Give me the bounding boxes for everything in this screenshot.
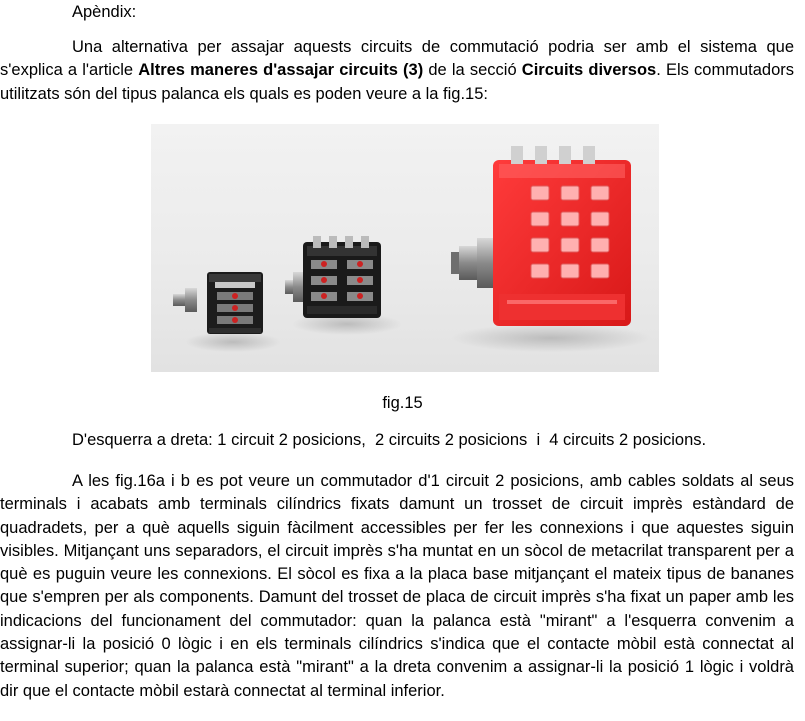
small-toggle-switch	[173, 272, 281, 352]
toggle-switches-photo	[151, 124, 659, 372]
figure-caption: fig.15	[382, 394, 423, 412]
intro-text-before: Una alternativa per assajar aquests circuits de commutació podria ser amb el sistema que s'explica a l'article	[0, 38, 794, 80]
toggle-switches-illustration	[151, 124, 659, 372]
intro-text-middle: de la secció	[423, 61, 522, 80]
section-title: Circuits diversos	[521, 61, 657, 80]
medium-toggle-switch	[285, 236, 402, 335]
appendix-heading: Apèndix:	[72, 3, 137, 21]
intro-text-after: . Els commutadors utilitzats són del tipus palanca els quals es poden veure a la fig.15:	[0, 61, 794, 103]
body-paragraph: A les fig.16a i b es pot veure un commutador d'1 circuit 2 posicions, amb cables soldats al seus terminals i acabats amb terminals cilíndrics fixats damunt un trosset de circuit imprès estàndard de quadradets, per a què aquells siguin fàcilment accessibles per fer les connexions i que aquestes siguin visibles. Mitjançant uns separadors, el circuit imprès s'ha muntat en un sòcol de metacrilat transparent per a què es puguin veure les connexions. El sòcol es fixa a la placa base mitjançant el mateix tipus de bananes que s'empren per als components. Damunt del trosset de placa de circuit imprès s'ha fixat un paper amb les indicacions del funcionament del commutador: quan la palanca està "mirant" a l'esquerra convenim a assignar-li la posició 0 lògic i en els terminals cilíndrics s'indica que el contacte mòbil està connectat al terminal superior; quan la palanca està "mirant" a la dreta convenim a assignar-li la posició 1 lògic i voldrà dir que el contacte mòbil estarà connectat al terminal inferior.	[0, 472, 794, 700]
article-title: Altres maneres d'assajar circuits (3)	[138, 61, 424, 80]
figure-description: D'esquerra a dreta: 1 circuit 2 posicions, 2 circuits 2 posicions i 4 circuits 2 posicions.	[72, 431, 707, 449]
intro-paragraph	[0, 36, 794, 106]
large-red-toggle-switch	[451, 146, 651, 352]
